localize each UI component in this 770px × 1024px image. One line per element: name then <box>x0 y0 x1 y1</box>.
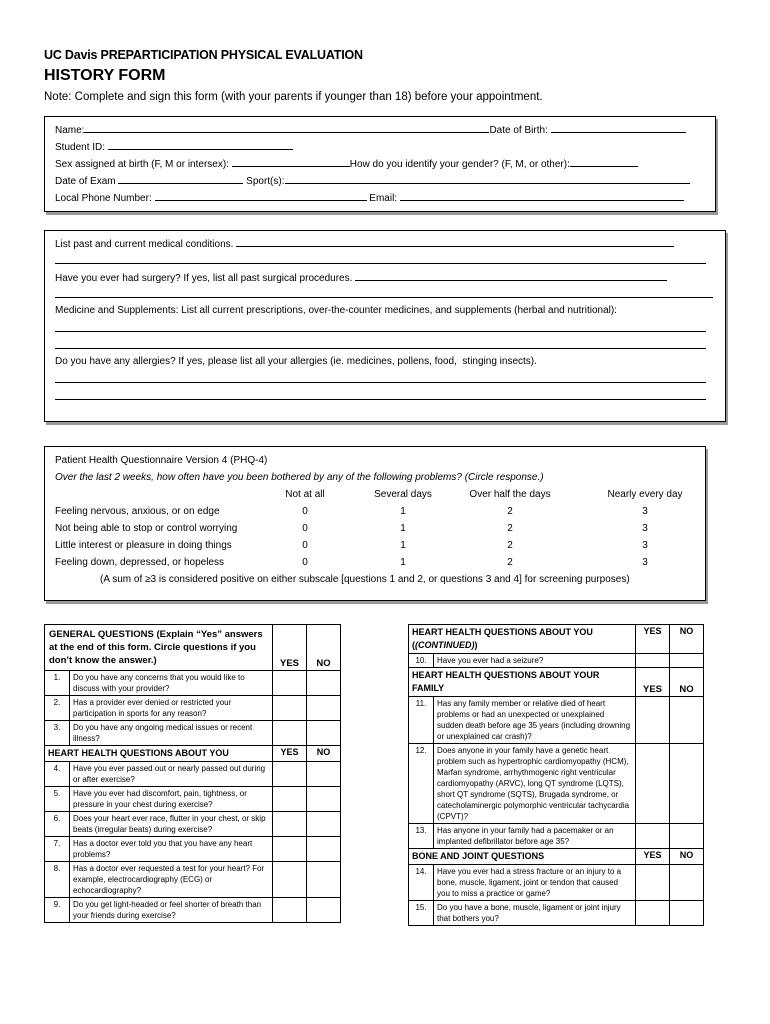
phq-row-2-score-0[interactable]: 0 <box>302 523 308 534</box>
table-row <box>45 862 341 898</box>
question-number: 2. <box>45 696 70 721</box>
question-text: Has a provider ever denied or restricted your participation in sports for any reason? <box>70 696 273 721</box>
phq-row-1-label: Feeling nervous, anxious, or on edge <box>55 506 220 517</box>
phq-title: Patient Health Questionnaire Version 4 (PHQ-4) <box>55 455 268 466</box>
question-number: 7. <box>45 837 70 862</box>
bone-yes-header: YES <box>636 849 670 865</box>
question-number: 13. <box>409 824 434 849</box>
medicine-line-1[interactable] <box>55 331 706 332</box>
table-row <box>409 901 704 926</box>
question-number: 11. <box>409 697 434 744</box>
table-row <box>409 697 704 744</box>
phq-row-1-score-2[interactable]: 2 <box>507 506 513 517</box>
no-cell[interactable] <box>670 865 704 901</box>
phq-row-4-score-0[interactable]: 0 <box>302 557 308 568</box>
table-row <box>409 654 704 668</box>
no-cell[interactable] <box>307 721 341 746</box>
yes-cell[interactable] <box>636 697 670 744</box>
name-label: Name: <box>55 125 85 136</box>
surgery-row <box>55 271 667 284</box>
no-cell[interactable] <box>307 837 341 862</box>
form-note: Note: Complete and sign this form (with your parents if younger than 18) before your appointment. <box>44 91 543 103</box>
no-cell[interactable] <box>307 762 341 787</box>
exam-date-label: Date of Exam <box>55 176 116 187</box>
bone-no-header: NO <box>670 849 704 865</box>
yes-cell[interactable] <box>273 837 307 862</box>
question-number: 14. <box>409 865 434 901</box>
yes-cell[interactable] <box>636 865 670 901</box>
yes-cell[interactable] <box>273 762 307 787</box>
general-header: GENERAL QUESTIONS (Explain “Yes” answers at the end of this form. Circle questions if you don’t know the answer.) <box>45 625 273 671</box>
name-row <box>55 123 686 136</box>
question-number: 4. <box>45 762 70 787</box>
family-no-header: NO <box>670 668 704 697</box>
table-row <box>409 824 704 849</box>
yes-cell[interactable] <box>636 744 670 824</box>
gender-label: How do you identify your gender? (F, M, or other): <box>349 159 570 170</box>
student-id-field[interactable] <box>108 140 293 150</box>
exam-row <box>55 174 690 187</box>
allergies-line-2[interactable] <box>55 399 706 400</box>
yes-cell[interactable] <box>273 696 307 721</box>
form-title: HISTORY FORM <box>44 67 166 84</box>
question-number: 6. <box>45 812 70 837</box>
phq-row-3-label: Little interest or pleasure in doing things <box>55 540 232 551</box>
email-field[interactable] <box>400 191 684 201</box>
phq-row-3-score-3[interactable]: 3 <box>642 540 648 551</box>
question-text: Has anyone in your family had a pacemaker or an implanted defibrillator before age 35? <box>434 824 636 849</box>
phone-label: Local Phone Number: <box>55 193 152 204</box>
allergies-label: Do you have any allergies? If yes, please list all your allergies (ie. medicines, pollens, food, stinging insects). <box>55 356 537 367</box>
no-cell[interactable] <box>670 901 704 926</box>
no-cell[interactable] <box>307 696 341 721</box>
phq-col-nearly-every-day: Nearly every day <box>607 489 683 500</box>
question-text: Have you ever passed out or nearly passed out during or after exercise? <box>70 762 273 787</box>
question-text: Have you ever had a seizure? <box>434 654 636 668</box>
question-text: Does your heart ever race, flutter in your chest, or skip beats (irregular beats) during exercise? <box>70 812 273 837</box>
heart-yes-header: YES <box>273 746 307 762</box>
phq-subtitle: Over the last 2 weeks, how often have you been bothered by any of the following problems? (Circle response.) <box>55 472 544 483</box>
phq-row-4-score-3[interactable]: 3 <box>642 557 648 568</box>
question-text: Has a doctor ever told you that you have any heart problems? <box>70 837 273 862</box>
phq-col-several-days: Several days <box>374 489 432 500</box>
heart-cont-yes-header: YES <box>636 625 670 654</box>
phq-row-3-score-0[interactable]: 0 <box>302 540 308 551</box>
question-number: 9. <box>45 898 70 923</box>
question-number: 10. <box>409 654 434 668</box>
conditions-field[interactable] <box>236 237 674 247</box>
phq-row-4-score-2[interactable]: 2 <box>507 557 513 568</box>
dob-label: Date of Birth: <box>489 125 548 136</box>
heart-header: HEART HEALTH QUESTIONS ABOUT YOU <box>45 746 273 762</box>
question-number: 12. <box>409 744 434 824</box>
question-number: 15. <box>409 901 434 926</box>
email-label: Email: <box>369 193 398 204</box>
table-row <box>409 865 704 901</box>
phq-row-1-score-3[interactable]: 3 <box>642 506 648 517</box>
family-header: HEART HEALTH QUESTIONS ABOUT YOUR FAMILY <box>409 668 636 697</box>
dob-field[interactable] <box>551 123 686 133</box>
phq-row-2-label: Not being able to stop or control worrying <box>55 523 238 534</box>
surgery-label: Have you ever had surgery? If yes, list all past surgical procedures. <box>55 273 353 284</box>
table-row <box>45 787 341 812</box>
medicine-label: Medicine and Supplements: List all current prescriptions, over-the-counter medicines, and supplements (herbal and nutritional): <box>55 305 617 316</box>
sex-field[interactable] <box>232 157 350 167</box>
heart-cont-sub: (CONTINUED) <box>415 640 475 650</box>
family-yes-header: YES <box>636 668 670 697</box>
student-id-label: Student ID: <box>55 142 106 153</box>
phq-row-1-score-1[interactable]: 1 <box>400 506 406 517</box>
no-cell[interactable] <box>307 787 341 812</box>
yes-cell[interactable] <box>636 824 670 849</box>
question-number: 8. <box>45 862 70 898</box>
surgery-field[interactable] <box>355 271 667 281</box>
general-yes-header: YES <box>273 625 307 671</box>
table-row <box>45 898 341 923</box>
phq-row-3-score-1[interactable]: 1 <box>400 540 406 551</box>
sports-field[interactable] <box>285 174 690 184</box>
question-text: Do you have any concerns that you would like to discuss with your provider? <box>70 671 273 696</box>
question-text: Have you ever had discomfort, pain, tightness, or pressure in your chest during exercise? <box>70 787 273 812</box>
phq-row-4-score-1[interactable]: 1 <box>400 557 406 568</box>
allergies-line-1[interactable] <box>55 382 706 383</box>
yes-cell[interactable] <box>273 898 307 923</box>
question-text: Do you have any ongoing medical issues or recent illness? <box>70 721 273 746</box>
question-number: 5. <box>45 787 70 812</box>
sex-label: Sex assigned at birth (F, M or intersex): <box>55 159 229 170</box>
yes-cell[interactable] <box>273 721 307 746</box>
no-cell[interactable] <box>307 671 341 696</box>
yes-cell[interactable] <box>636 654 670 668</box>
phq-row-1-score-0[interactable]: 0 <box>302 506 308 517</box>
phq-col-not-at-all: Not at all <box>285 489 325 500</box>
phone-field[interactable] <box>155 191 367 201</box>
no-cell[interactable] <box>307 898 341 923</box>
question-number: 3. <box>45 721 70 746</box>
phq-row-2-score-1[interactable]: 1 <box>400 523 406 534</box>
question-number: 1. <box>45 671 70 696</box>
table-row <box>409 744 704 824</box>
sports-label: Sport(s): <box>246 176 285 187</box>
question-text: Has any family member or relative died of heart problems or had an unexpected or unexplained sudden death before age 35 years (including drowning or unexplained car crash)? <box>434 697 636 744</box>
question-text: Does anyone in your family have a genetic heart problem such as hypertrophic cardiomyopathy (HCM), Marfan syndrome, arrhythmogenic right ventricular cardiomyopathy (ARVC), long QT syndrome (LQTS), short QT syndrome (SQTS), Brugada syndrome, or catecholaminergic polymorphic ventricular tachycardia (CPVT)? <box>434 744 636 824</box>
student-id-row <box>55 140 293 153</box>
heart-no-header: NO <box>307 746 341 762</box>
yes-cell[interactable] <box>273 812 307 837</box>
no-cell[interactable] <box>307 812 341 837</box>
conditions-line[interactable] <box>55 263 706 264</box>
heart-cont-header: HEART HEALTH QUESTIONS ABOUT YOU ((CONTINUED)) <box>409 625 636 654</box>
yes-cell[interactable] <box>273 671 307 696</box>
heart-cont-no-header: NO <box>670 625 704 654</box>
medicine-line-2[interactable] <box>55 348 706 349</box>
surgery-line[interactable] <box>55 297 713 298</box>
table-row <box>45 812 341 837</box>
contact-row <box>55 191 684 204</box>
exam-date-field[interactable] <box>118 174 243 184</box>
phq-row-4-label: Feeling down, depressed, or hopeless <box>55 557 224 568</box>
org-title: UC Davis PREPARTICIPATION PHYSICAL EVALUATION <box>44 48 363 62</box>
conditions-label: List past and current medical conditions. <box>55 239 234 250</box>
phq-row-3-score-2[interactable]: 2 <box>507 540 513 551</box>
bone-header: BONE AND JOINT QUESTIONS <box>409 849 636 865</box>
table-row <box>45 762 341 787</box>
no-cell[interactable] <box>670 654 704 668</box>
phq-col-over-half: Over half the days <box>469 489 551 500</box>
phq-footnote: (A sum of ≥3 is considered positive on either subscale [questions 1 and 2, or questions 3 and 4] for screening purposes) <box>100 574 630 585</box>
table-row <box>45 837 341 862</box>
no-cell[interactable] <box>670 697 704 744</box>
yes-cell[interactable] <box>273 787 307 812</box>
heart-family-bone-table <box>408 624 704 926</box>
yes-cell[interactable] <box>636 901 670 926</box>
no-cell[interactable] <box>670 744 704 824</box>
no-cell[interactable] <box>307 862 341 898</box>
name-field[interactable] <box>84 123 489 133</box>
sex-row <box>55 157 638 170</box>
table-row <box>45 671 341 696</box>
yes-cell[interactable] <box>273 862 307 898</box>
general-questions-table <box>44 624 341 923</box>
question-text: Do you get light-headed or feel shorter of breath than your friends during exercise? <box>70 898 273 923</box>
question-text: Do you have a bone, muscle, ligament or joint injury that bothers you? <box>434 901 636 926</box>
general-no-header: NO <box>307 625 341 671</box>
medical-history-box <box>44 230 726 422</box>
conditions-row <box>55 237 674 250</box>
question-text: Have you ever had a stress fracture or an injury to a bone, muscle, ligament, joint or tendon that caused you to miss a practice or game? <box>434 865 636 901</box>
phq-row-2-score-2[interactable]: 2 <box>507 523 513 534</box>
table-row <box>45 721 341 746</box>
phq-row-2-score-3[interactable]: 3 <box>642 523 648 534</box>
table-row <box>45 696 341 721</box>
question-text: Has a doctor ever requested a test for your heart? For example, electrocardiography (ECG) or echocardiography? <box>70 862 273 898</box>
no-cell[interactable] <box>670 824 704 849</box>
gender-field[interactable] <box>570 157 638 167</box>
heart-cont-title: HEART HEALTH QUESTIONS ABOUT YOU <box>412 627 593 637</box>
